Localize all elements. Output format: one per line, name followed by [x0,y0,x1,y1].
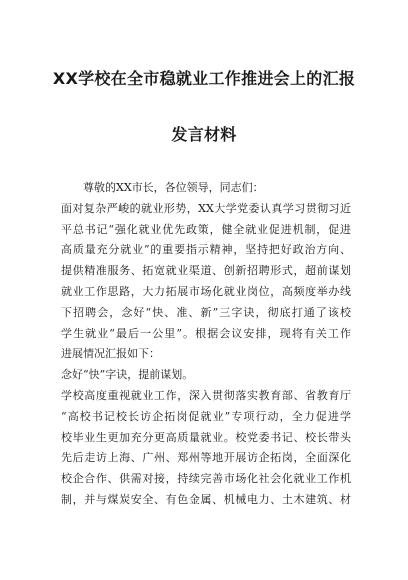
body-line: 提供精准服务、拓宽就业渠道、创新招聘形式，超前谋划 [61,264,351,278]
body-line: 学校高度重视就业工作，深入贯彻落实教育部、省教育厅 [61,388,351,402]
body-line: 高质量充分就业”的重要指示精神，坚持把好政治方向、 [61,243,351,257]
body-line: 就业工作思路，大力拓展市场化就业岗位，高频度举办线 [61,284,351,298]
document-body [61,178,351,511]
body-line: 校企合作、供需对接，持续完善市场化社会化就业工作机 [61,472,351,486]
body-line: 进展情况汇报如下： [61,347,160,361]
body-line: 先后走访上海、广州、郑州等地开展访企拓岗，全面深化 [61,451,351,465]
body-line: 尊敬的XX市长，各位领导，同志们： [83,181,264,194]
body-line: 学生就业“最后一公里”。根据会议安排，现将有关工作 [61,326,351,340]
document-title-line-2: 发言材料 [171,125,237,144]
body-line: 下招聘会，念好“快、准、新”三字诀，彻底打通了该校 [61,305,351,319]
body-line: 念好“快”字诀，提前谋划。 [61,368,194,382]
body-line: 平总书记“强化就业优先政策，健全就业促进机制，促进 [61,222,351,236]
body-line: “高校书记校长访企拓岗促就业”专项行动，全力促进学 [61,409,351,423]
body-line: 制，并与煤炭安全、有色金属、机械电力、土木建筑、材 [61,492,351,506]
document-title-line-1: XX学校在全市稳就业工作推进会上的汇报 [52,69,356,88]
body-line: 面对复杂严峻的就业形势，XX大学党委认真学习贯彻习近 [61,201,351,215]
body-line: 校毕业生更加充分更高质量就业。校党委书记、校长带头 [61,430,351,444]
